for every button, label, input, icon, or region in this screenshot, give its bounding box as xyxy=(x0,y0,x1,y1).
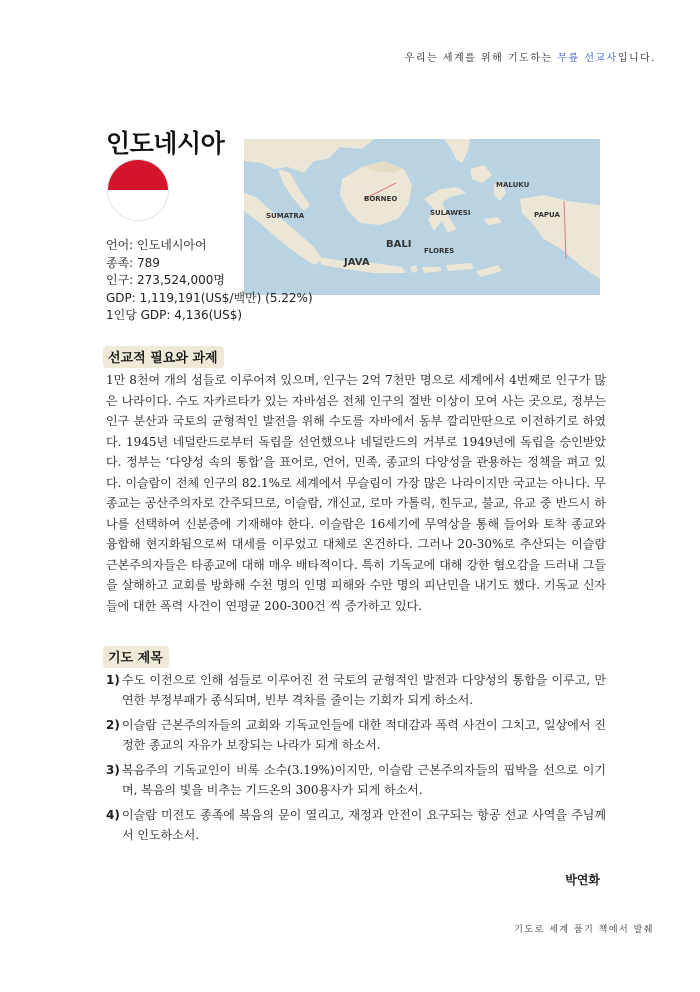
tagline-post: 입니다. xyxy=(617,53,656,64)
prayer-text: 복음주의 기독교인이 비록 소수(3.19%)이지만, 이슬람 근본주의자들의 핍박을 선으로 이기며, 복음의 빛을 비추는 기드온의 300용사가 되게 하소서. xyxy=(122,763,606,797)
prayer-item xyxy=(106,670,606,710)
prayer-text: 수도 이전으로 인해 섬들로 이루어진 전 국토의 균형적인 발전과 다양성의 통합을 이루고, 만연한 부정부패가 종식되며, 빈부 격차를 줄이는 기회가 되게 하소서. xyxy=(122,673,606,707)
fact-language: 언어: 인도네시아어 xyxy=(106,238,207,252)
prayer-text: 이슬람 미전도 종족에 복음의 문이 열리고, 재정과 안전이 요구되는 항공 선교 사역을 주님께서 인도하소서. xyxy=(122,808,606,842)
prayer-item xyxy=(106,805,606,845)
flag-white-stripe xyxy=(108,190,168,220)
prayer-heading: 기도 제목 xyxy=(103,646,169,668)
indonesia-flag-icon xyxy=(108,160,168,220)
prayer-number: 1) xyxy=(106,673,120,687)
tagline-pre: 우리는 세계를 위해 기도하는 xyxy=(404,53,558,64)
map-label-papua: PAPUA xyxy=(534,211,560,219)
tagline-highlight: 무릎 선교사 xyxy=(557,53,618,64)
prayer-item xyxy=(106,715,606,755)
map-label-java: JAVA xyxy=(344,257,370,268)
prayer-number: 2) xyxy=(106,718,120,732)
footer-source: 기도로 세계 품기 책에서 발췌 xyxy=(514,925,654,935)
map-label-bali: BALI xyxy=(386,239,412,250)
prayer-text: 이슬람 근본주의자들의 교회와 기독교인들에 대한 적대감과 폭력 사건이 그치고, 일상에서 진정한 종교의 자유가 보장되는 나라가 되게 하소서. xyxy=(122,718,606,752)
prayer-number: 3) xyxy=(106,763,120,777)
map-label-sumatra: SUMATRA xyxy=(266,212,305,220)
fact-gdp: GDP: 1,119,191(US$/백만) (5.22%) xyxy=(106,290,313,305)
mission-body xyxy=(106,370,606,616)
mission-paragraph: 1만 8천여 개의 섬들로 이루어져 있으며, 인구는 2억 7천만 명으로 세계에서 4번째로 인구가 많은 나라이다. 수도 자카르타가 있는 자바섬은 전체 인구의 절반 이상이 모여 사는 곳으로, 정부는 인구 분산과 국토의 균형적인 발전을 위해 수도를 자바에서 동부 깔리만딴으로 이전하기로 하였다. 1945년 네덜란드로부터 독립을 선언했으나 네덜란드의 거부로 1949년에 독립을 승인받았다. 정부는 ‘다양성 속의 통합’을 표어로, 언어, 민족, 종교의 다양성을 관용하는 정책을 펴고 있다. 이슬람이 전체 인구의 82.1%로 세계에서 무슬림이 가장 많은 나라이지만 국교는 아니다. 무종교는 공산주의자로 간주되므로, 이슬람, 개신교, 로마 가톨릭, 힌두교, 불교, 유교 중 반드시 하나를 선택하여 신분증에 기재해야 한다. 이슬람은 16세기에 무역상을 통해 들어와 토착 종교와 융합해 현지화됨으로써 대세를 이루었고 대체로 온건하다. 그러나 20-30%로 추산되는 이슬람 근본주의자들은 타종교에 대해 매우 배타적이다. 특히 기독교에 대해 강한 혐오감을 드러내 그들을 살해하고 교회를 방화해 수천 명의 인명 피해와 수만 명의 피난민을 내기도 했다. 기독교 신자들에 대한 폭력 사건이 연평균 200-300건 씩 증가하고 있다. xyxy=(106,373,606,613)
fact-gdp-per-capita: 1인당 GDP: 4,136(US$) xyxy=(106,308,243,322)
flag-red-stripe xyxy=(108,160,168,190)
map-label-sulawesi: SULAWESI xyxy=(430,209,471,217)
fact-ethnic-groups: 종족: 789 xyxy=(106,255,160,270)
map-label-maluku: MALUKU xyxy=(496,181,530,189)
mission-heading: 선교적 필요와 과제 xyxy=(103,346,224,368)
prayer-number: 4) xyxy=(106,808,120,822)
prayer-list xyxy=(106,670,606,850)
prayer-item xyxy=(106,760,606,800)
map-label-flores: FLORES xyxy=(424,247,455,255)
country-title: 인도네시아 xyxy=(106,129,225,158)
country-facts xyxy=(106,237,313,325)
map-label-borneo: BORNEO xyxy=(364,195,398,203)
header-tagline xyxy=(405,49,656,64)
author-name: 박연화 xyxy=(565,873,600,887)
fact-population: 인구: 273,524,000명 xyxy=(106,273,225,287)
